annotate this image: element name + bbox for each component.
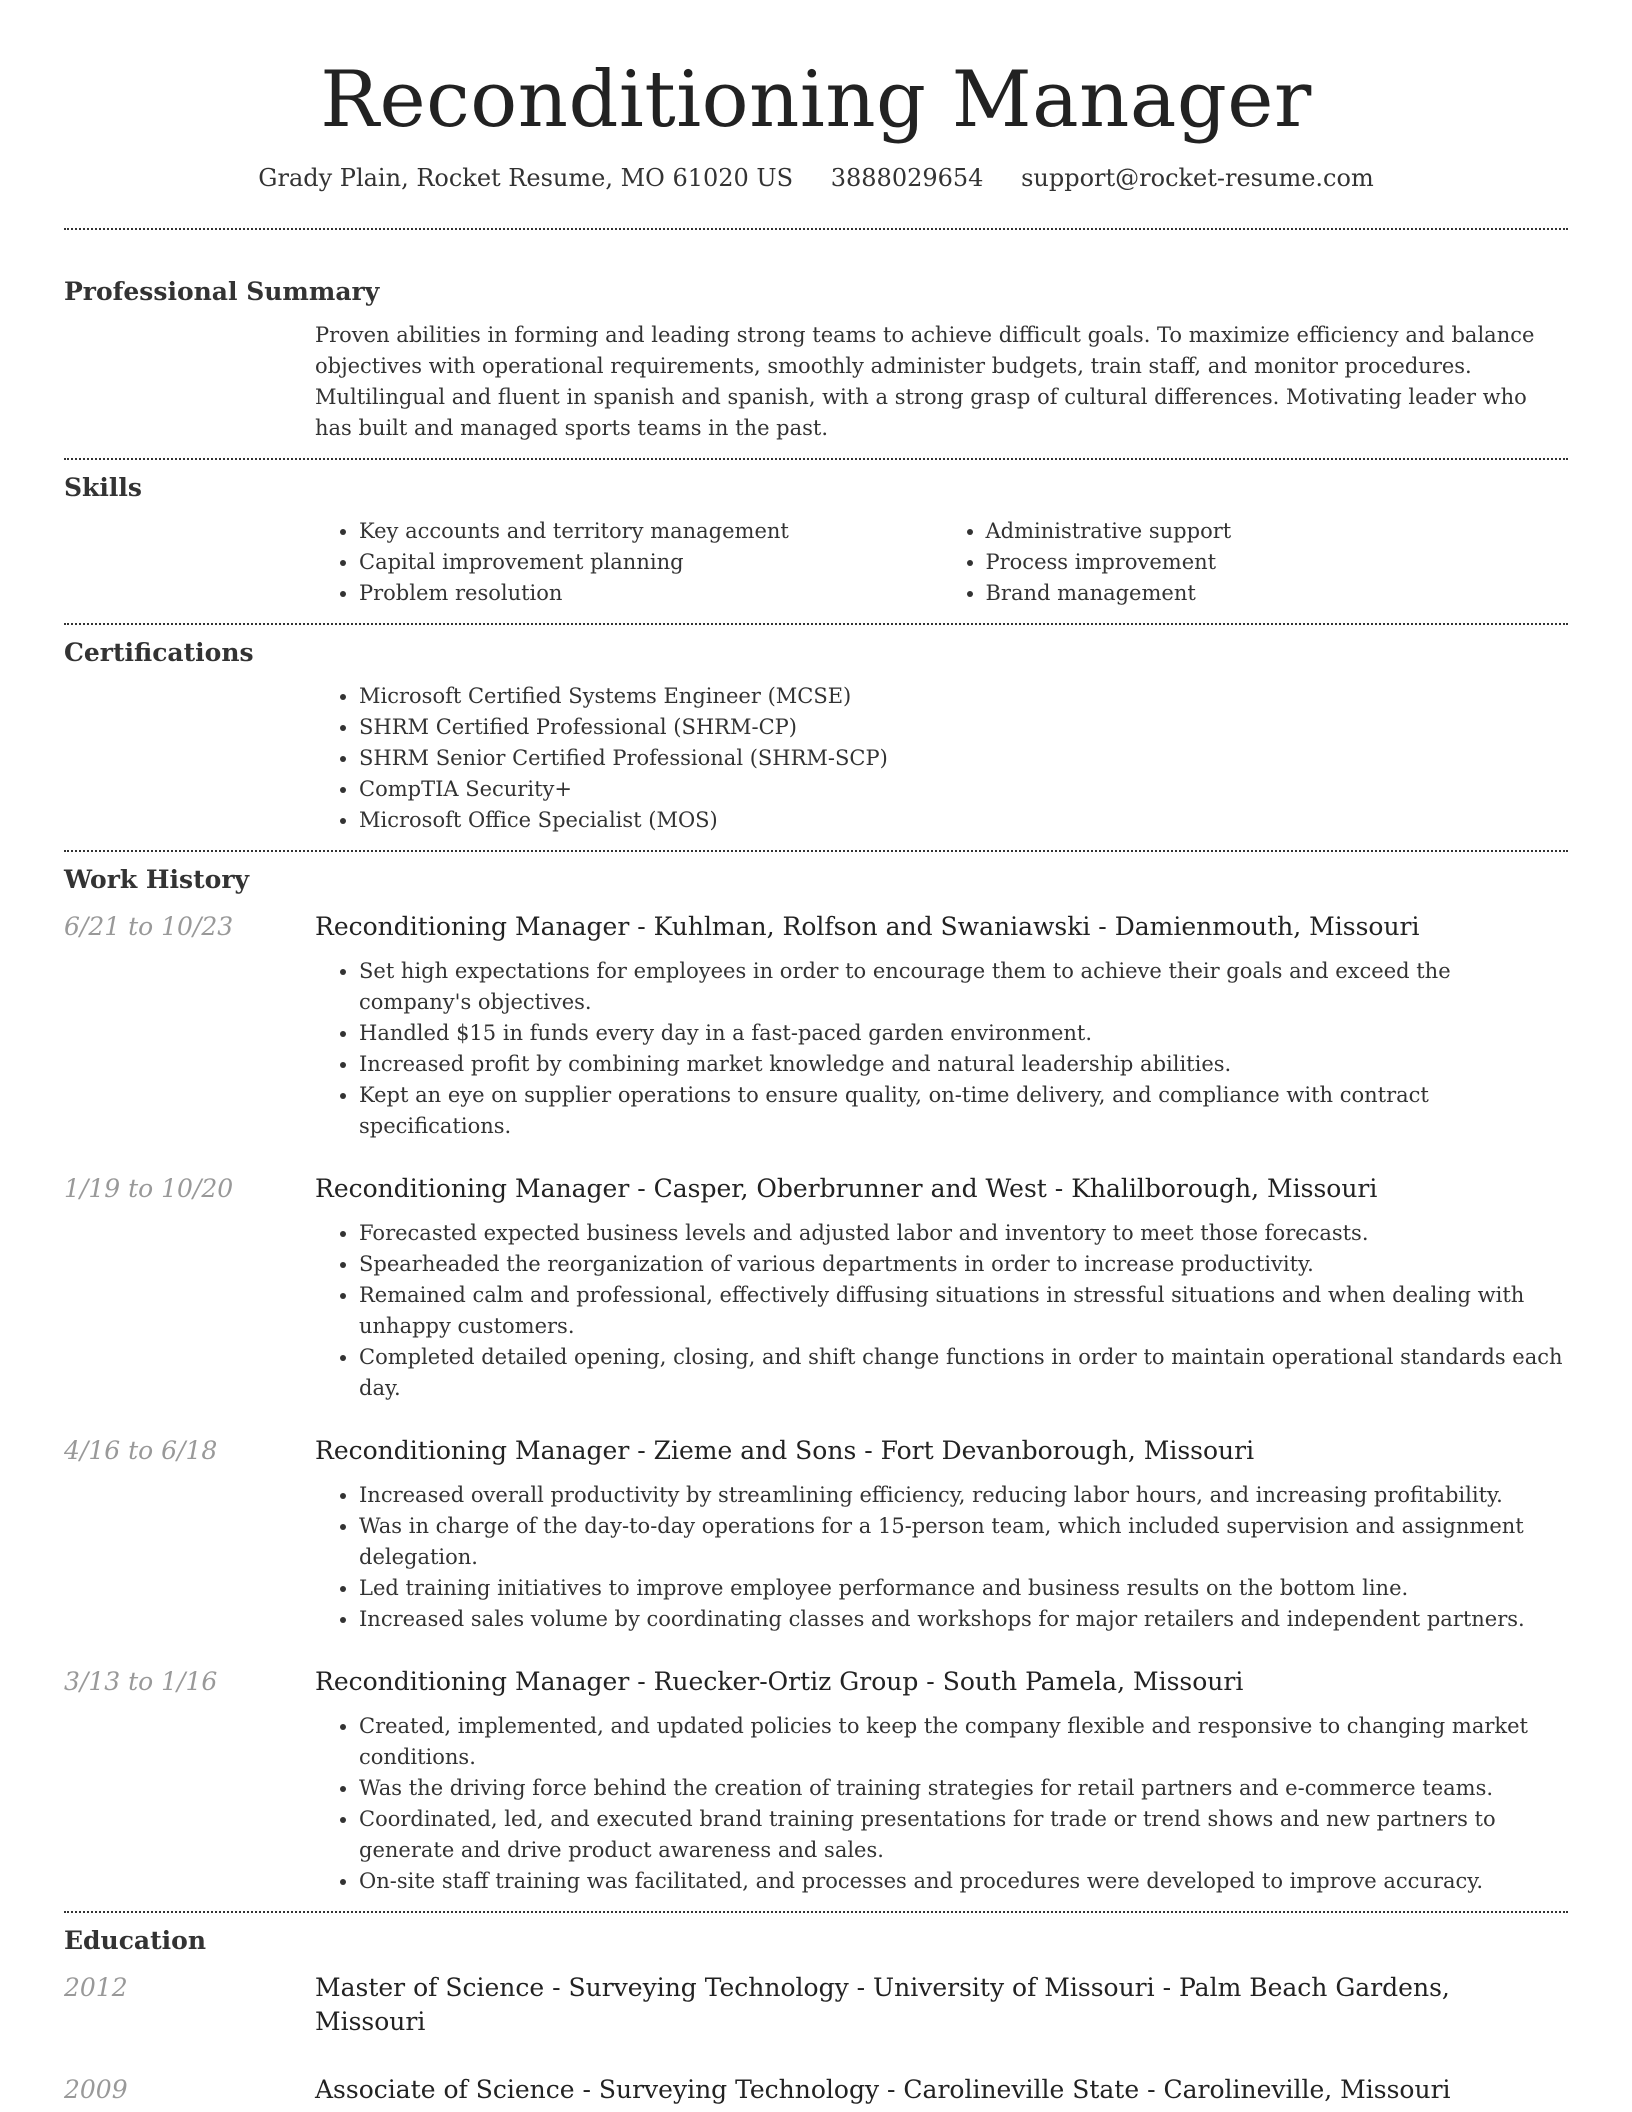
summary-title: Professional Summary	[64, 277, 380, 306]
job-bullet: • Kept an eye on supplier operations to ensure quality, on-time delivery, and compliance with contract specifications.	[359, 1080, 1568, 1142]
job-entry	[64, 1172, 1568, 1404]
summary-text: Proven abilities in forming and leading strong teams to achieve difficult goals. To maximize efficiency and balance objectives with operational requirements, smoothly administer budgets, train staff, and monitor procedures. Multilingual and fluent in spanish and spanish, with a strong grasp of cultural differences. Motivating leader who has built and managed sports teams in the past.	[315, 323, 1535, 440]
skill-item: • Problem resolution	[359, 578, 942, 609]
job-bullet: • Led training initiatives to improve employee performance and business results on the bottom line.	[359, 1573, 1568, 1604]
job-bullet: • Remained calm and professional, effectively diffusing situations in stressful situations and when dealing with unhappy customers.	[359, 1280, 1568, 1342]
job-bullets-wrap	[315, 956, 1568, 1142]
job-bullet: • Coordinated, led, and executed brand training presentations for trade or trend shows and new partners to generate and drive product awareness and sales.	[359, 1804, 1568, 1866]
skills-section	[64, 460, 1568, 623]
education-date: 2012	[64, 1973, 128, 2002]
job-bullet: • Increased overall productivity by streamlining efficiency, reducing labor hours, and increasing profitability.	[359, 1480, 1568, 1511]
certification-item: • SHRM Senior Certified Professional (SHRM-SCP)	[359, 743, 1568, 774]
skills-grid	[315, 516, 1568, 623]
work-history-title: Work History	[64, 865, 250, 894]
job-date: 3/13 to 1/16	[64, 1667, 218, 1696]
contact-phone: 3888029654	[830, 164, 984, 192]
job-title: Reconditioning Manager - Casper, Oberbrunner and West - Khalilborough, Missouri	[315, 1174, 1378, 1203]
certification-item: • Microsoft Certified Systems Engineer (MCSE)	[359, 681, 1568, 712]
summary-section	[64, 230, 1568, 458]
education-section	[64, 1913, 1568, 2107]
skills-title: Skills	[64, 473, 142, 502]
job-bullets	[315, 956, 1568, 1142]
skills-list-right	[942, 516, 1569, 609]
job-date: 4/16 to 6/18	[64, 1436, 218, 1465]
job-bullet: • Spearheaded the reorganization of various departments in order to increase productivity.	[359, 1249, 1568, 1280]
job-bullet: • Set high expectations for employees in order to encourage them to achieve their goals and exceed the company's objectives.	[359, 956, 1568, 1018]
skill-item: • Capital improvement planning	[359, 547, 942, 578]
education-title-line: Associate of Science - Surveying Technology - Carolineville State - Carolineville, Missouri	[315, 2075, 1451, 2104]
certification-item: • Microsoft Office Specialist (MOS)	[359, 805, 1568, 836]
contact-email: support@rocket-resume.com	[1021, 164, 1374, 192]
job-title: Reconditioning Manager - Ruecker-Ortiz Group - South Pamela, Missouri	[315, 1667, 1244, 1696]
job-bullet: • On-site staff training was facilitated, and processes and procedures were developed to improve accuracy.	[359, 1866, 1568, 1897]
certifications-section	[64, 625, 1568, 850]
job-bullet: • Was the driving force behind the creation of training strategies for retail partners and e-commerce teams.	[359, 1773, 1568, 1804]
skills-list-left	[315, 516, 942, 609]
job-bullet: • Increased profit by combining market knowledge and natural leadership abilities.	[359, 1049, 1568, 1080]
education-entry	[64, 2073, 1568, 2107]
job-entry	[64, 1665, 1568, 1911]
skill-item: • Key accounts and territory management	[359, 516, 942, 547]
certifications-list-wrap	[315, 681, 1568, 850]
skill-item: • Brand management	[986, 578, 1569, 609]
certifications-title: Certifications	[64, 638, 254, 667]
job-date: 1/19 to 10/20	[64, 1174, 234, 1203]
certification-item: • CompTIA Security+	[359, 774, 1568, 805]
job-bullets-wrap	[315, 1480, 1568, 1635]
contact-address: Grady Plain, Rocket Resume, MO 61020 US	[258, 164, 794, 192]
skill-item: • Administrative support	[986, 516, 1569, 547]
education-date: 2009	[64, 2075, 128, 2104]
job-bullets	[315, 1480, 1568, 1635]
contact-line	[64, 162, 1568, 194]
skill-item: • Process improvement	[986, 547, 1569, 578]
job-bullet: • Was in charge of the day-to-day operations for a 15-person team, which included supervision and assignment delegation.	[359, 1511, 1568, 1573]
job-bullet: • Completed detailed opening, closing, and shift change functions in order to maintain operational standards each day.	[359, 1342, 1568, 1404]
job-bullet: • Increased sales volume by coordinating classes and workshops for major retailers and independent partners.	[359, 1604, 1568, 1635]
job-bullets-wrap	[315, 1218, 1568, 1404]
work-history-section	[64, 852, 1568, 1911]
job-bullet: • Handled $15 in funds every day in a fast-paced garden environment.	[359, 1018, 1568, 1049]
education-title-line: Master of Science - Surveying Technology - University of Missouri - Palm Beach Gardens, Missouri	[315, 1973, 1450, 2036]
job-bullet: • Created, implemented, and updated policies to keep the company flexible and responsive to changing market conditions.	[359, 1711, 1568, 1773]
job-title: Reconditioning Manager - Kuhlman, Rolfson and Swaniawski - Damienmouth, Missouri	[315, 912, 1420, 941]
job-bullets	[315, 1218, 1568, 1404]
job-bullets-wrap	[315, 1711, 1568, 1897]
job-bullet: • Forecasted expected business levels and adjusted labor and inventory to meet those forecasts.	[359, 1218, 1568, 1249]
resume-page	[64, 0, 1568, 2107]
job-bullets	[315, 1711, 1568, 1897]
job-title: Reconditioning Manager - Zieme and Sons - Fort Devanborough, Missouri	[315, 1436, 1255, 1465]
job-date: 6/21 to 10/23	[64, 912, 234, 941]
certifications-list	[315, 681, 1568, 836]
job-header	[64, 1434, 1568, 1468]
job-header	[64, 910, 1568, 944]
job-header	[64, 1172, 1568, 1206]
job-entry	[64, 1434, 1568, 1635]
job-entry	[64, 910, 1568, 1142]
certification-item: • SHRM Certified Professional (SHRM-CP)	[359, 712, 1568, 743]
education-title: Education	[64, 1926, 207, 1955]
job-header	[64, 1665, 1568, 1699]
resume-name: Reconditioning Manager	[320, 55, 1312, 145]
education-entry	[64, 1971, 1568, 2039]
